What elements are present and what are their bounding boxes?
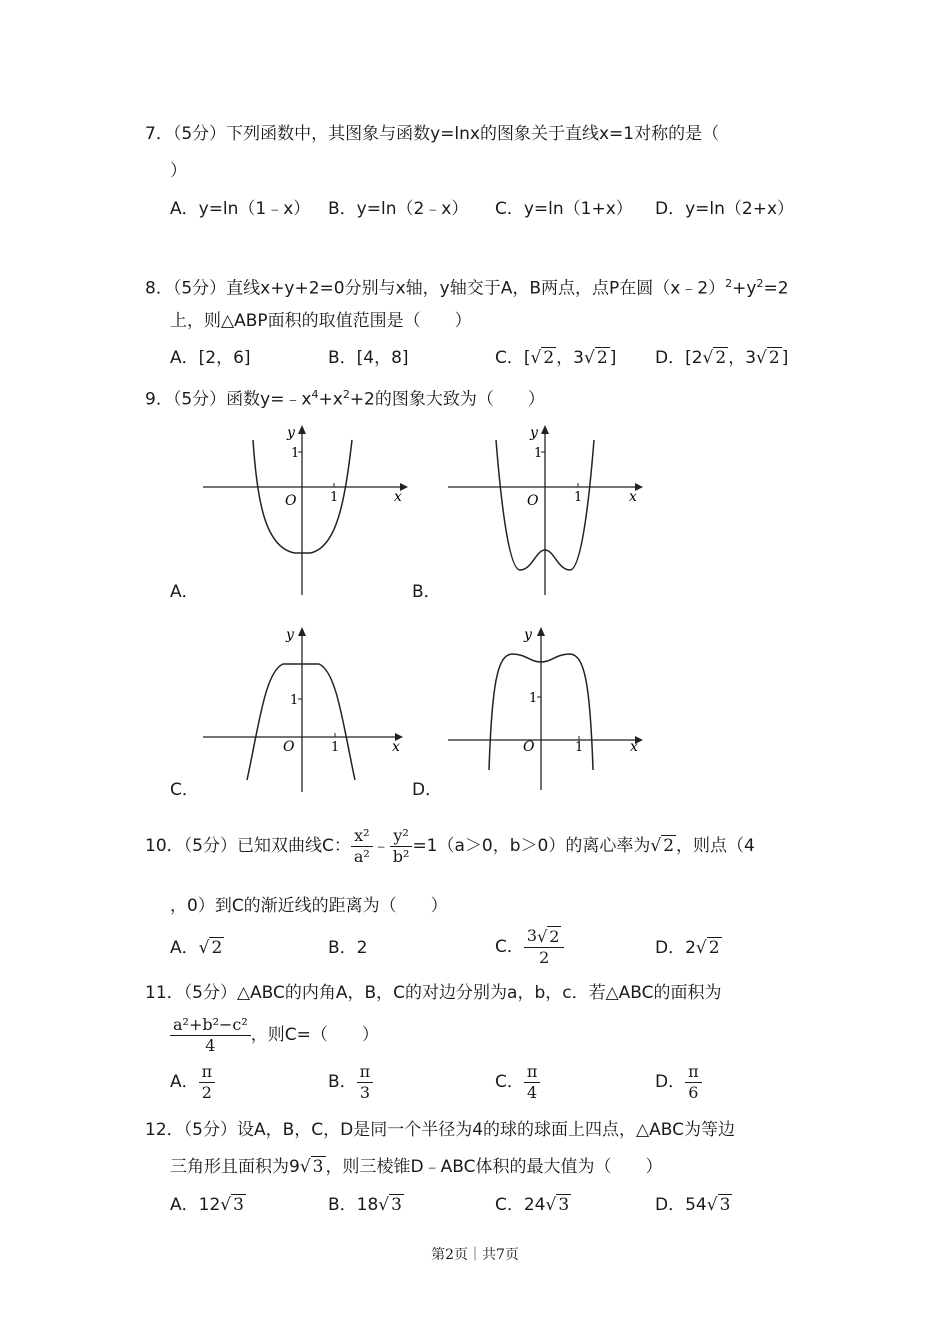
- x-tick-label-1: 1: [331, 740, 340, 755]
- q11-stem-line1: 11．（5分）△ABC的内角A，B，C的对边分别为a，b，c．若△ABC的面积为: [145, 983, 722, 1003]
- fraction-pi-3: $\frac{\pi}{3}$: [357, 1062, 374, 1103]
- fraction-3sqrt2-2: $\frac{3√ 2}{2}$: [524, 926, 565, 968]
- q12-option-b[interactable]: B．18√ 3: [328, 1195, 402, 1215]
- q9-stem: 9．（5分）函数$y=﹣x^4+x^2+2$的图象大致为（ ）: [145, 388, 545, 410]
- q9-graph-b: [440, 420, 655, 605]
- q12-stem-line1: 12．（5分）设A，B，C，D是同一个半径为4的球的球面上四点，△ABC为等边: [145, 1120, 735, 1140]
- sqrt-expr: √ 3: [220, 1195, 244, 1215]
- sqrt-expr: √ 3: [378, 1195, 402, 1215]
- q9-option-b-label[interactable]: B．: [412, 582, 441, 602]
- y-axis-arrow: [537, 627, 545, 636]
- q9-option-d-label[interactable]: D．: [412, 780, 443, 800]
- sqrt-expr: √ 3: [545, 1195, 570, 1215]
- q7-option-d[interactable]: D．y=ln（2+x）: [655, 199, 795, 219]
- q10-option-c[interactable]: C． $\frac{3√ 2}{2}$: [495, 925, 564, 969]
- q9-option-c-label[interactable]: C．: [170, 780, 199, 800]
- x-axis-label: x: [629, 489, 637, 505]
- q11-option-c[interactable]: C． $\frac{\pi}{4}$: [495, 1060, 540, 1104]
- fraction-x2-a2: $\frac{\text{x²}}{\text{a²}}$: [351, 826, 373, 867]
- origin-label: O: [283, 739, 295, 755]
- q7-option-a[interactable]: A．y=ln（1﹣x）: [170, 199, 311, 219]
- x-tick-label-1: 1: [574, 490, 583, 505]
- q11-option-a[interactable]: A． $\frac{\pi}{2}$: [170, 1060, 215, 1104]
- q12-option-c[interactable]: C．24√ 3: [495, 1195, 570, 1215]
- y-axis-arrow: [541, 425, 549, 434]
- q8-stem-line2: 上，则△ABP面积的取值范围是（ ）: [170, 311, 472, 331]
- q10-stem-line1: 10．（5分）已知双曲线C： $\frac{\text{x²}}{\text{a²}}$ ﹣ $\frac{\text{y²}}{\text{b²}}$ =1（a＞0，b＞0）的离心率为√ 2 ，则点（4: [145, 822, 755, 870]
- q12-option-a[interactable]: A．12√ 3: [170, 1195, 244, 1215]
- q8-option-d[interactable]: D．[2√ 2 ，3√ 2 ]: [655, 348, 789, 368]
- y-axis-label: y: [286, 627, 294, 643]
- q7-option-b[interactable]: B．y=ln（2﹣x）: [328, 199, 469, 219]
- y-axis-arrow: [298, 425, 306, 434]
- q8-stem-line1: 8．（5分）直线x+y+2=0分别与x轴，y轴交于A，B两点，点P在圆$(x﹣2)^2+y^2=2$: [145, 277, 789, 299]
- q10-option-a[interactable]: A．√ 2: [170, 938, 223, 958]
- q10-option-d[interactable]: D．2√ 2: [655, 938, 720, 958]
- sqrt-expr: √ 2: [584, 348, 608, 368]
- q7-stem-line2: ）: [170, 161, 187, 181]
- q12-option-d[interactable]: D．54√ 3: [655, 1195, 731, 1215]
- curve-c: [247, 664, 355, 780]
- sqrt-expr: √ 2: [756, 348, 780, 368]
- sqrt-expr: √ 3: [299, 1157, 324, 1177]
- q7-stem-line1: 7．（5分）下列函数中，其图象与函数y=lnx的图象关于直线x=1对称的是（: [145, 124, 720, 144]
- q11-stem-line2: $\frac{\text{a²+b²−c²}}{4}$ ，则C=（ ）: [170, 1012, 379, 1058]
- y-tick-label-1: 1: [529, 691, 538, 706]
- x-tick-label-1: 1: [330, 490, 339, 505]
- q7-option-c[interactable]: C．y=ln（1+x）: [495, 199, 633, 219]
- y-tick-label-1: 1: [534, 446, 543, 461]
- q8-option-c[interactable]: C．[√ 2 ，3√ 2 ]: [495, 348, 617, 368]
- q8-option-a[interactable]: A．[2，6]: [170, 348, 251, 368]
- q8-option-b[interactable]: B．[4，8]: [328, 348, 409, 368]
- sqrt-expr: √ 2: [530, 348, 555, 368]
- y-tick-label-1: 1: [290, 693, 299, 708]
- x-axis-label: x: [630, 739, 638, 755]
- y-axis-label: y: [530, 425, 538, 441]
- q10-option-b[interactable]: B．2: [328, 938, 368, 958]
- q9-graph-d: [440, 620, 655, 800]
- page-footer: 第2页｜共7页: [431, 1247, 519, 1263]
- q12-stem-line2: 三角形且面积为9√ 3 ，则三棱锥D﹣ABC体积的最大值为（ ）: [170, 1157, 663, 1177]
- q11-option-b[interactable]: B． $\frac{\pi}{3}$: [328, 1060, 373, 1104]
- fraction-area-expr: $\frac{\text{a²+b²−c²}}{4}$: [170, 1015, 251, 1056]
- q11-option-d[interactable]: D． $\frac{\pi}{6}$: [655, 1060, 702, 1104]
- fraction-pi-2: $\frac{\pi}{2}$: [199, 1062, 216, 1103]
- y-axis-label: y: [287, 425, 295, 441]
- sqrt-expr: √ 2: [695, 938, 720, 958]
- sqrt-expr: √ 2: [650, 836, 675, 856]
- q9-graph-a: [195, 420, 410, 605]
- fraction-y2-b2: $\frac{\text{y²}}{\text{b²}}$: [390, 826, 413, 867]
- y-axis-arrow: [298, 627, 306, 636]
- x-tick-label-1: 1: [575, 740, 584, 755]
- x-axis-label: x: [392, 739, 400, 755]
- y-axis-label: y: [524, 627, 532, 643]
- sqrt-expr: √ 2: [702, 348, 727, 368]
- y-tick-label-1: 1: [291, 446, 300, 461]
- origin-label: O: [523, 739, 535, 755]
- sqrt-expr: √ 3: [706, 1195, 731, 1215]
- q10-stem-line2: ，0）到C的渐近线的距离为（ ）: [170, 896, 448, 916]
- origin-label: O: [285, 493, 297, 509]
- q9-graph-c: [195, 620, 410, 800]
- x-axis-label: x: [394, 489, 402, 505]
- sqrt-expr: √ 2: [198, 938, 223, 958]
- q9-option-a-label[interactable]: A．: [170, 582, 199, 602]
- fraction-pi-6: $\frac{\pi}{6}$: [685, 1062, 702, 1103]
- origin-label: O: [527, 493, 539, 509]
- fraction-pi-4: $\frac{\pi}{4}$: [524, 1062, 541, 1103]
